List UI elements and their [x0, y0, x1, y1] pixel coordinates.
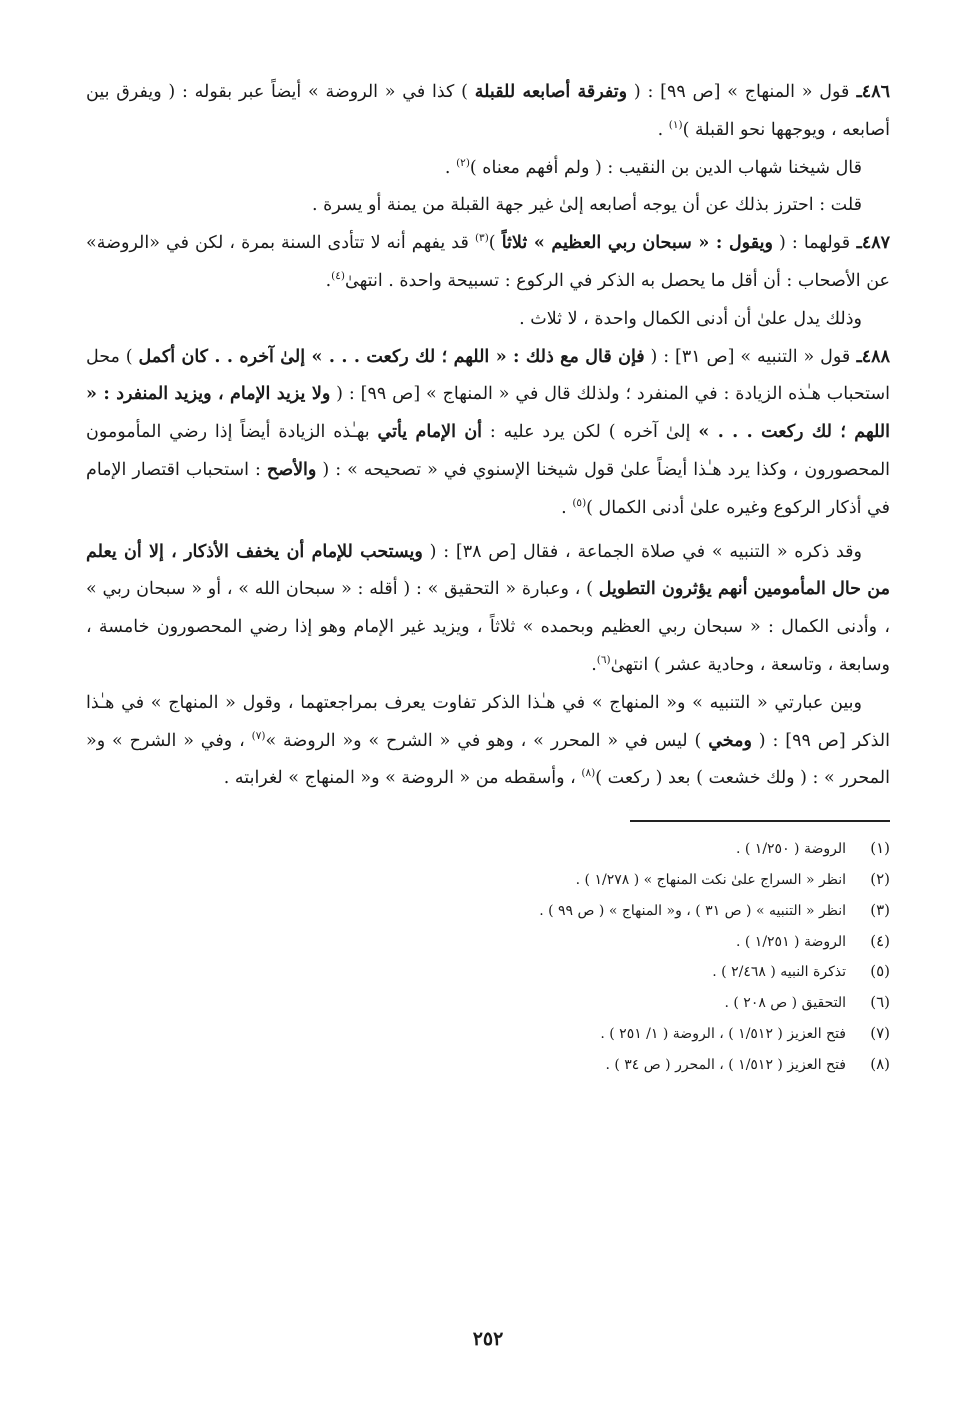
paragraph — [86, 225, 890, 301]
quoted-text-bold: ومخي — [708, 730, 752, 751]
page-number: ٢٥٢ — [472, 1328, 504, 1350]
quoted-text-bold: فإن قال مع ذلك : « اللهم ؛ لك ركعت . . . » إلىٰ آخره . . كان أكمل — [138, 346, 645, 367]
text-segment: قلت : احترز بذلك عن أن يوجه أصابعه إلىٰ غير جهة القبلة من يمنة أو يسرة . — [312, 195, 862, 216]
footnote-item — [86, 927, 890, 958]
paragraph — [86, 685, 890, 798]
footnote-item — [86, 1050, 890, 1081]
paragraph — [86, 74, 890, 150]
quoted-text-bold: ويستحب للإمام أن يخفف الأذكار ، إلا أن يعلم من حال المأمومين أنهم يؤثرون التطويل — [86, 541, 890, 600]
footnote-number: (٦) — [870, 993, 890, 1012]
text-segment: وقد ذكره « التنبيه » في صلاة الجماعة ، فقال [ص ٣٨] : ( — [422, 541, 862, 562]
main-text — [86, 74, 890, 798]
text-segment: ) — [488, 233, 502, 254]
text-segment: إلىٰ آخره ) لكن يرد عليه : — [482, 422, 699, 443]
paragraph — [86, 339, 890, 528]
footnote-text: الروضة ( ١/٢٥٠ ) . — [735, 841, 846, 858]
text-segment: وذلك يدل علىٰ أن أدنى الكمال واحدة ، لا ثلاث . — [519, 308, 862, 329]
footnote-ref: (٧) — [251, 729, 266, 742]
text-segment: قولهما : ( — [772, 233, 851, 254]
text-segment: قد يفهم أنه لا تتأدى السنة بمرة ، لكن في «الروضة» عن الأصحاب : أن أقل ما يحصل به الذكر في الركوع : تسبيحة واحدة . انتهىٰ — [86, 233, 890, 291]
text-segment: ) ليس في « المحرر » ، وهو في « الشرح » و« الروضة » — [265, 730, 709, 751]
footnote-ref: (٨) — [581, 767, 596, 780]
text-segment: ) محل استحباب هـٰذه الزيادة : في المنفرد ؛ ولذلك قال في « المنهاج » [ص ٩٩] : ( — [86, 346, 890, 405]
text-segment: ، وأسقطه من « الروضة » و« المنهاج » لغرابته . — [223, 768, 582, 789]
text-segment: . — [325, 270, 332, 291]
footnote-number: (٢) — [870, 869, 890, 888]
quoted-text-bold: ويقول : « سبحان ربي العظيم » ثلاثاً — [501, 233, 773, 254]
text-segment: . — [657, 119, 669, 140]
text-segment: . — [444, 157, 457, 178]
footnote-text: انظر « السراج علىٰ نكت المنهاج » ( ١/٢٧٨ ) . — [575, 871, 846, 888]
footnote-text: الروضة ( ١/٢٥١ ) . — [735, 933, 846, 950]
footnote-ref: (٦) — [596, 654, 611, 667]
footnote-item — [86, 988, 890, 1019]
footnote-text: فتح العزيز ( ١/٥١٢ ) ، المحرر ( ص ٣٤ ) . — [605, 1056, 846, 1073]
footnote-number: (٨) — [870, 1054, 890, 1073]
footnote-separator — [630, 820, 890, 822]
paragraph — [86, 150, 890, 188]
text-segment: بهـٰذه الزيادة أيضاً إذا رضي المأمومون المحصورون ، وكذا يرد هـٰذا أيضاً علىٰ قول شيخنا الإسنوي في « تصحيحه » : ( — [86, 422, 891, 480]
footnote-ref: (٥) — [572, 496, 587, 509]
text-segment: وبين عبارتي « التنبيه » و« المنهاج » في هـٰذا الذكر تفاوت يعرف بمراجعتهما ، وقول « المنهاج » في هـٰذا الذكر [ص ٩٩] : ( — [86, 692, 890, 751]
footnote-number: (٥) — [870, 962, 890, 981]
text-segment: : استحباب اقتصار الإمام في أذكار الركوع وغيره علىٰ أدنى الكمال ) — [86, 459, 890, 518]
text-segment: ) كذا في « الروضة » أيضاً عبر بقوله : ( ويفرق بين أصابعه ، ويوجهها نحو القبلة ) — [86, 82, 890, 140]
text-segment: ، وفي « الشرح » و« المحرر » : ( ولك خشعت ) بعد ( ركعت ) — [86, 730, 890, 789]
footnote-text: فتح العزيز ( ١/٥١٢ ) ، الروضة ( ١/ ٢٥١ ) . — [600, 1025, 846, 1042]
footnote-number: (٣) — [870, 900, 890, 919]
entry-number: ٤٨٦ـ — [849, 82, 890, 102]
footnote-item — [86, 896, 890, 927]
footnotes — [86, 834, 890, 1080]
footnote-item — [86, 865, 890, 896]
text-segment: . — [591, 654, 597, 675]
footnote-text: تذكرة النبيه ( ٢/٤٦٨ ) . — [712, 964, 846, 981]
entry-number: ٤٨٧ـ — [850, 233, 891, 254]
paragraph — [86, 534, 890, 685]
text-segment: . — [561, 497, 573, 518]
text-segment: ) ، وعبارة « التحقيق » : ( أقله : « سبحان الله » ، أو « سبحان ربي » ، وأدنى الكمال : « سبحان ربي العظيم وبحمده » ثلاثاً ، ويزيد غير الإمام وهو إذا رضي المحصورون خامسة ، وسابعة ، وتاسعة ، وحادية عشر ) انتهىٰ — [86, 579, 890, 675]
footnote-number: (١) — [870, 839, 890, 858]
footnote-item — [86, 1019, 890, 1050]
footnote-text: انظر « التنبيه » ( ص ٣١ ) ، و« المنهاج » ( ص ٩٩ ) . — [539, 902, 846, 919]
footnote-number: (٤) — [870, 931, 890, 950]
text-segment: قال شيخنا شهاب الدين بن النقيب : ( ولم أفهم معناه ) — [469, 157, 862, 178]
footnote-number: (٧) — [870, 1023, 890, 1042]
quoted-text-bold: ولا يزيد الإمام ، ويزيد المنفرد : « اللهم ؛ لك ركعت . . . » — [86, 384, 890, 443]
footnote-ref: (٣) — [474, 232, 489, 245]
paragraph — [86, 187, 890, 225]
footnote-item — [86, 834, 890, 865]
paragraph — [86, 301, 890, 339]
text-segment: قول « المنهاج » [ص ٩٩] : ( — [627, 82, 850, 102]
footnote-ref: (٢) — [456, 156, 470, 169]
quoted-text-bold: والأصح — [266, 459, 317, 480]
text-segment: قول « التنبيه » [ص ٣١] : ( — [644, 346, 851, 367]
quoted-text-bold: أن الإمام يأتي — [377, 422, 483, 443]
footnote-text: التحقيق ( ص ٢٠٨ ) . — [724, 995, 846, 1012]
footnote-ref: (٤) — [331, 270, 346, 283]
entry-number: ٤٨٨ـ — [850, 346, 890, 367]
footnote-item — [86, 957, 890, 988]
footnote-ref: (١) — [668, 118, 683, 131]
quoted-text-bold: وتفرقة أصابعه للقبلة — [474, 82, 628, 102]
